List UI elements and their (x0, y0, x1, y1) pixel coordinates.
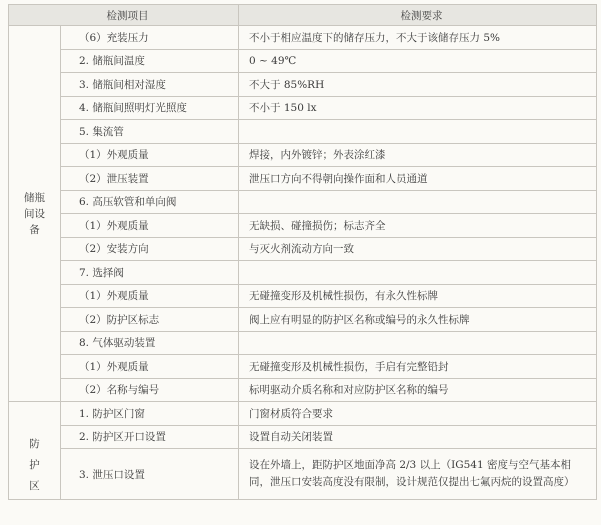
cell-item: （6）充装压力 (61, 26, 239, 50)
cell-item: 1. 防护区门窗 (61, 402, 239, 426)
table-row (9, 96, 597, 120)
cell-requirement: 无碰撞变形及机械性损伤，有永久性标牌 (239, 284, 597, 308)
table-row (9, 120, 597, 144)
table-row (9, 378, 597, 402)
group-label-protected-zone (9, 402, 61, 500)
group-label-storage-room (9, 26, 61, 402)
header-requirement-col: 检测要求 (239, 5, 597, 26)
cell-requirement: 泄压口方向不得朝向操作面和人员通道 (239, 167, 597, 191)
table-row (9, 331, 597, 355)
cell-requirement: 设置自动关闭装置 (239, 425, 597, 449)
cell-item: （2）名称与编号 (61, 378, 239, 402)
cell-requirement: 无碰撞变形及机械性损伤，手启有完整铅封 (239, 355, 597, 379)
cell-requirement: 标明驱动介质名称和对应防护区名称的编号 (239, 378, 597, 402)
cell-item: （2）安装方向 (61, 237, 239, 261)
table-row (9, 284, 597, 308)
table-row (9, 308, 597, 332)
cell-requirement (239, 261, 597, 285)
group-label-text: 防护区 (29, 438, 40, 492)
cell-requirement: 不大于 85%RH (239, 73, 597, 97)
cell-requirement: 与灭火剂流动方向一致 (239, 237, 597, 261)
cell-requirement: 不小于 150 lx (239, 96, 597, 120)
cell-item: （1）外观质量 (61, 284, 239, 308)
cell-requirement: 无缺损、碰撞损伤；标志齐全 (239, 214, 597, 238)
table-row (9, 449, 597, 500)
table-row (9, 143, 597, 167)
cell-item: 8. 气体驱动装置 (61, 331, 239, 355)
cell-item: 4. 储瓶间照明灯光照度 (61, 96, 239, 120)
cell-item: （2）防护区标志 (61, 308, 239, 332)
cell-requirement (239, 190, 597, 214)
table-row (9, 190, 597, 214)
table-row (9, 402, 597, 426)
table-header-row (9, 5, 597, 26)
cell-requirement: 阀上应有明显的防护区名称或编号的永久性标牌 (239, 308, 597, 332)
cell-item: 6. 高压软管和单向阀 (61, 190, 239, 214)
cell-requirement (239, 120, 597, 144)
cell-requirement: 0 ~ 49℃ (239, 49, 597, 73)
header-item-col: 检测项目 (9, 5, 239, 26)
cell-item: 3. 储瓶间相对湿度 (61, 73, 239, 97)
cell-item: （1）外观质量 (61, 143, 239, 167)
cell-item: 3. 泄压口设置 (61, 449, 239, 500)
table-row (9, 167, 597, 191)
table-row (9, 425, 597, 449)
table-row (9, 261, 597, 285)
group-label-text: 储瓶间设备 (24, 191, 45, 236)
table-row (9, 49, 597, 73)
cell-requirement: 设在外墙上，距防护区地面净高 2/3 以上（IG541 密度与空气基本相同，泄压口安装高度没有限制，设计规范仅提出七氟丙烷的设置高度） (239, 449, 597, 500)
cell-requirement: 门窗材质符合要求 (239, 402, 597, 426)
cell-requirement (239, 331, 597, 355)
table-row (9, 355, 597, 379)
cell-item: （1）外观质量 (61, 214, 239, 238)
cell-item: 5. 集流管 (61, 120, 239, 144)
table-row (9, 26, 597, 50)
table-row (9, 214, 597, 238)
inspection-table (8, 4, 597, 500)
cell-item: （2）泄压装置 (61, 167, 239, 191)
cell-requirement: 不小于相应温度下的储存压力，不大于该储存压力 5% (239, 26, 597, 50)
table-row (9, 73, 597, 97)
cell-requirement: 焊接，内外镀锌；外表涂红漆 (239, 143, 597, 167)
cell-item: 7. 选择阀 (61, 261, 239, 285)
cell-item: （1）外观质量 (61, 355, 239, 379)
cell-item: 2. 储瓶间温度 (61, 49, 239, 73)
cell-item: 2. 防护区开口设置 (61, 425, 239, 449)
table-row (9, 237, 597, 261)
